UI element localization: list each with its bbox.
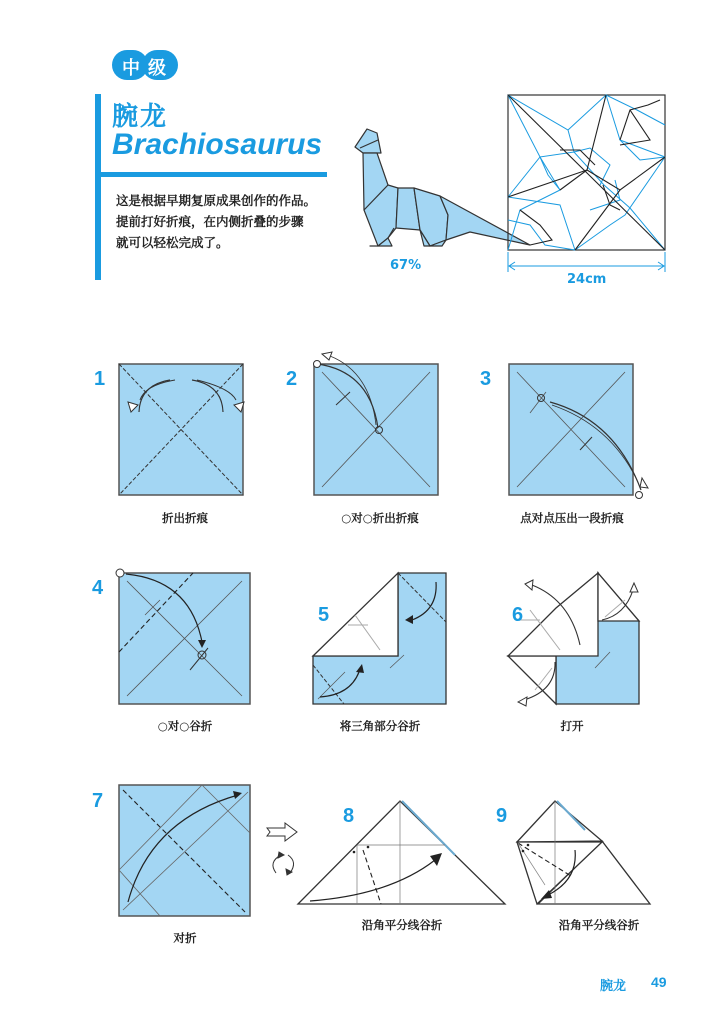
- step-caption-6: 打开: [560, 719, 584, 733]
- step-8-diagram: [298, 801, 508, 904]
- description-line: 就可以轻松完成了。: [116, 235, 229, 250]
- step-number-3: 3: [480, 368, 492, 390]
- step-caption-7: 对折: [173, 931, 197, 945]
- step-1-diagram: [119, 364, 244, 495]
- crease-pattern: [508, 95, 665, 272]
- step-2-diagram: [314, 352, 439, 495]
- step-number-2: 2: [286, 368, 298, 390]
- model-scale-percent: 67%: [390, 258, 422, 273]
- step-number-7: 7: [92, 790, 104, 812]
- footer-title: 腕龙: [600, 979, 627, 994]
- step-7-diagram: [119, 785, 250, 916]
- step-caption-2: ○对○折出折痕: [341, 511, 419, 525]
- step-caption-8: 沿角平分线谷折: [361, 918, 443, 932]
- brachiosaurus-model-illustration: [355, 129, 530, 246]
- step-caption-9: 沿角平分线谷折: [558, 918, 640, 932]
- description-line: 提前打好折痕，在内侧折叠的步骤: [116, 214, 304, 229]
- title-chinese: 腕龙: [112, 102, 169, 132]
- step-number-4: 4: [92, 577, 104, 599]
- step-caption-1: 折出折痕: [162, 511, 208, 525]
- step-4-diagram: [116, 569, 250, 704]
- step-number-6: 6: [512, 604, 524, 626]
- step-number-5: 5: [318, 604, 330, 626]
- step-6-diagram: [508, 573, 639, 706]
- description-line: 这是根据早期复原成果创作的作品。: [116, 193, 317, 208]
- title-english: Brachiosaurus: [112, 128, 323, 161]
- step-number-8: 8: [343, 805, 355, 827]
- page-number: 49: [651, 974, 667, 990]
- step-number-9: 9: [496, 805, 508, 827]
- step-9-diagram: [517, 801, 650, 904]
- step-number-1: 1: [94, 368, 106, 390]
- step-caption-3: 点对点压出一段折痕: [520, 511, 624, 525]
- turn-over-icon: [267, 823, 297, 875]
- step-5-diagram: [313, 573, 446, 704]
- level-text: 中级: [122, 58, 174, 79]
- step-caption-5: 将三角部分谷折: [339, 719, 421, 733]
- step-caption-4: ○对○谷折: [157, 719, 213, 733]
- paper-size-label: 24cm: [567, 272, 607, 287]
- step-3-diagram: [509, 364, 648, 499]
